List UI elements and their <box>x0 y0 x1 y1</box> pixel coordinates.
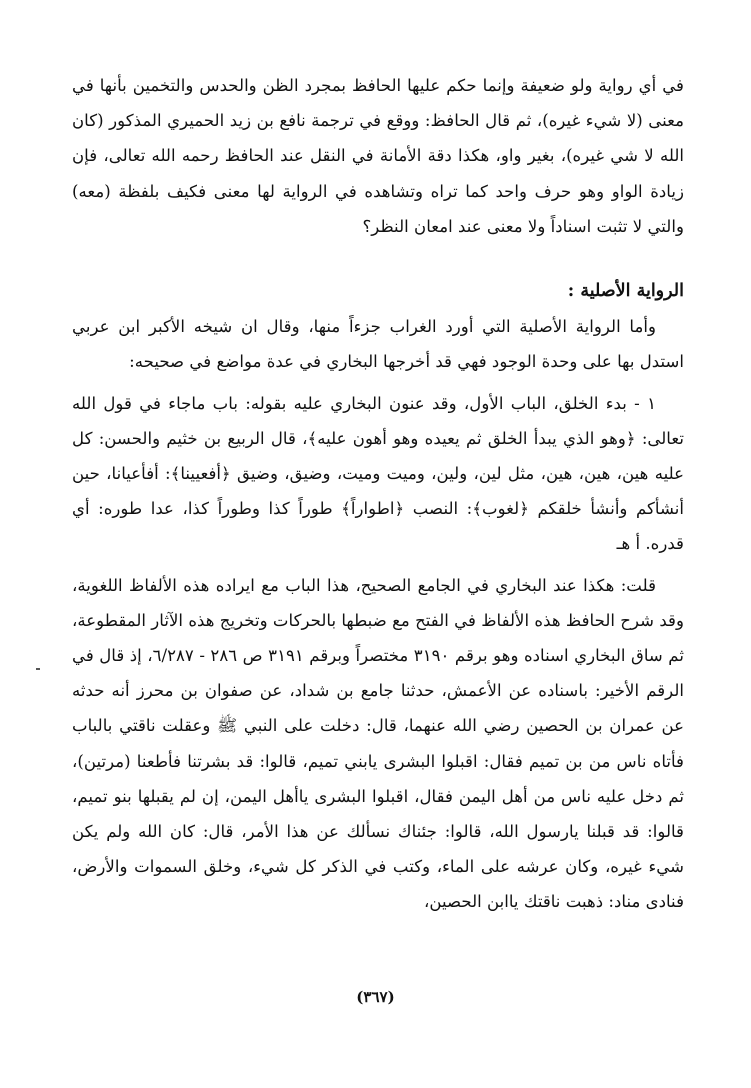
commentary-paragraph: قلت: هكذا عند البخاري في الجامع الصحيح، هذا الباب مع ايراده هذه الألفاظ اللغوية، وقد شرح الحافظ هذه الألفاظ في الفتح مع ضبطها بالحركات وتخريج هذه الآثار المقطوعة، ثم ساق البخاري اسناده وهو برقم ٣١٩٠ مختصراً وبرقم ٣١٩١ ص ٢٨٦ - ٦/٢٨٧، إذ قال في الرقم الأخير: باسناده عن الأعمش، حدثنا جامع بن شداد، عن صفوان بن محرز أنه حدثه عن عمران بن الحصين رضي الله عنهما، قال: دخلت على النبي ﷺ وعقلت ناقتي بالباب فأتاه ناس من بن تميم فقال: اقبلوا البشرى يابني تميم، قالوا: قد بشرتنا فأطعنا (مرتين)، ثم دخل عليه ناس من أهل اليمن فقال، اقبلوا البشرى ياأهل اليمن، إن لم يقبلها بنو تميم، قالوا: قد قبلنا يارسول الله، قالوا: جئناك نسألك عن هذا الأمر، قال: كان الله ولم يكن شيء غيره، وكان عرشه على الماء، وكتب في الذكر كل شيء، وخلق السموات والأرض، فنادى مناد: ذهبت ناقتك ياابن الحصين، <box>72 575 684 912</box>
page-body <box>72 68 684 920</box>
section-heading: الرواية الأصلية : <box>567 281 684 302</box>
section-spacer <box>72 244 684 274</box>
item-1-paragraph: ١ - بدء الخلق، الباب الأول، وقد عنون البخاري عليه بقوله: باب ماجاء في قول الله تعالى: ﴿وهو الذي يبدأ الخلق ثم يعيده وهو أهون عليه﴾، قال الربيع بن خثيم والحسن: كل عليه هين، هين، هين، مثل لين، ولين، وميت وميت، وضيق، وضيق ﴿أفعيينا﴾: أفأعيانا، حين أنشأكم وأنشأ خلقكم ﴿لغوب﴾: النصب ﴿اطواراً﴾ طوراً كذا وطوراً كذا، عدا طوره: أي قدره. أ هـ <box>72 393 684 554</box>
page-number: (٣٦٧) <box>356 988 395 1006</box>
intro-paragraph: في أي رواية ولو ضعيفة وإنما حكم عليها الحافظ بمجرد الظن والحدس والتخمين بأنها في معنى (لا شيء غيره)، ثم قال الحافظ: ووقع في ترجمة نافع بن زيد الحميري المذكور (كان الله لا شي غيره)، بغير واو، هكذا دقة الأمانة في النقل عند الحافظ رحمه الله تعالى، فإن زيادة الواو وهو حرف واحد كما تراه وتشاهده في الرواية لها معنى فكيف بلفظة (معه) والتي لا تثبت اسناداً ولا معنى عند امعان النظر؟ <box>72 76 684 236</box>
section-paragraph: وأما الرواية الأصلية التي أورد الغراب جزءاً منها، وقال ان شيخه الأكبر ابن عربي استدل بها على وحدة الوجود فهي قد أخرجها البخاري في عدة مواضع في صحيحه: <box>72 317 684 372</box>
margin-mark <box>36 668 40 670</box>
